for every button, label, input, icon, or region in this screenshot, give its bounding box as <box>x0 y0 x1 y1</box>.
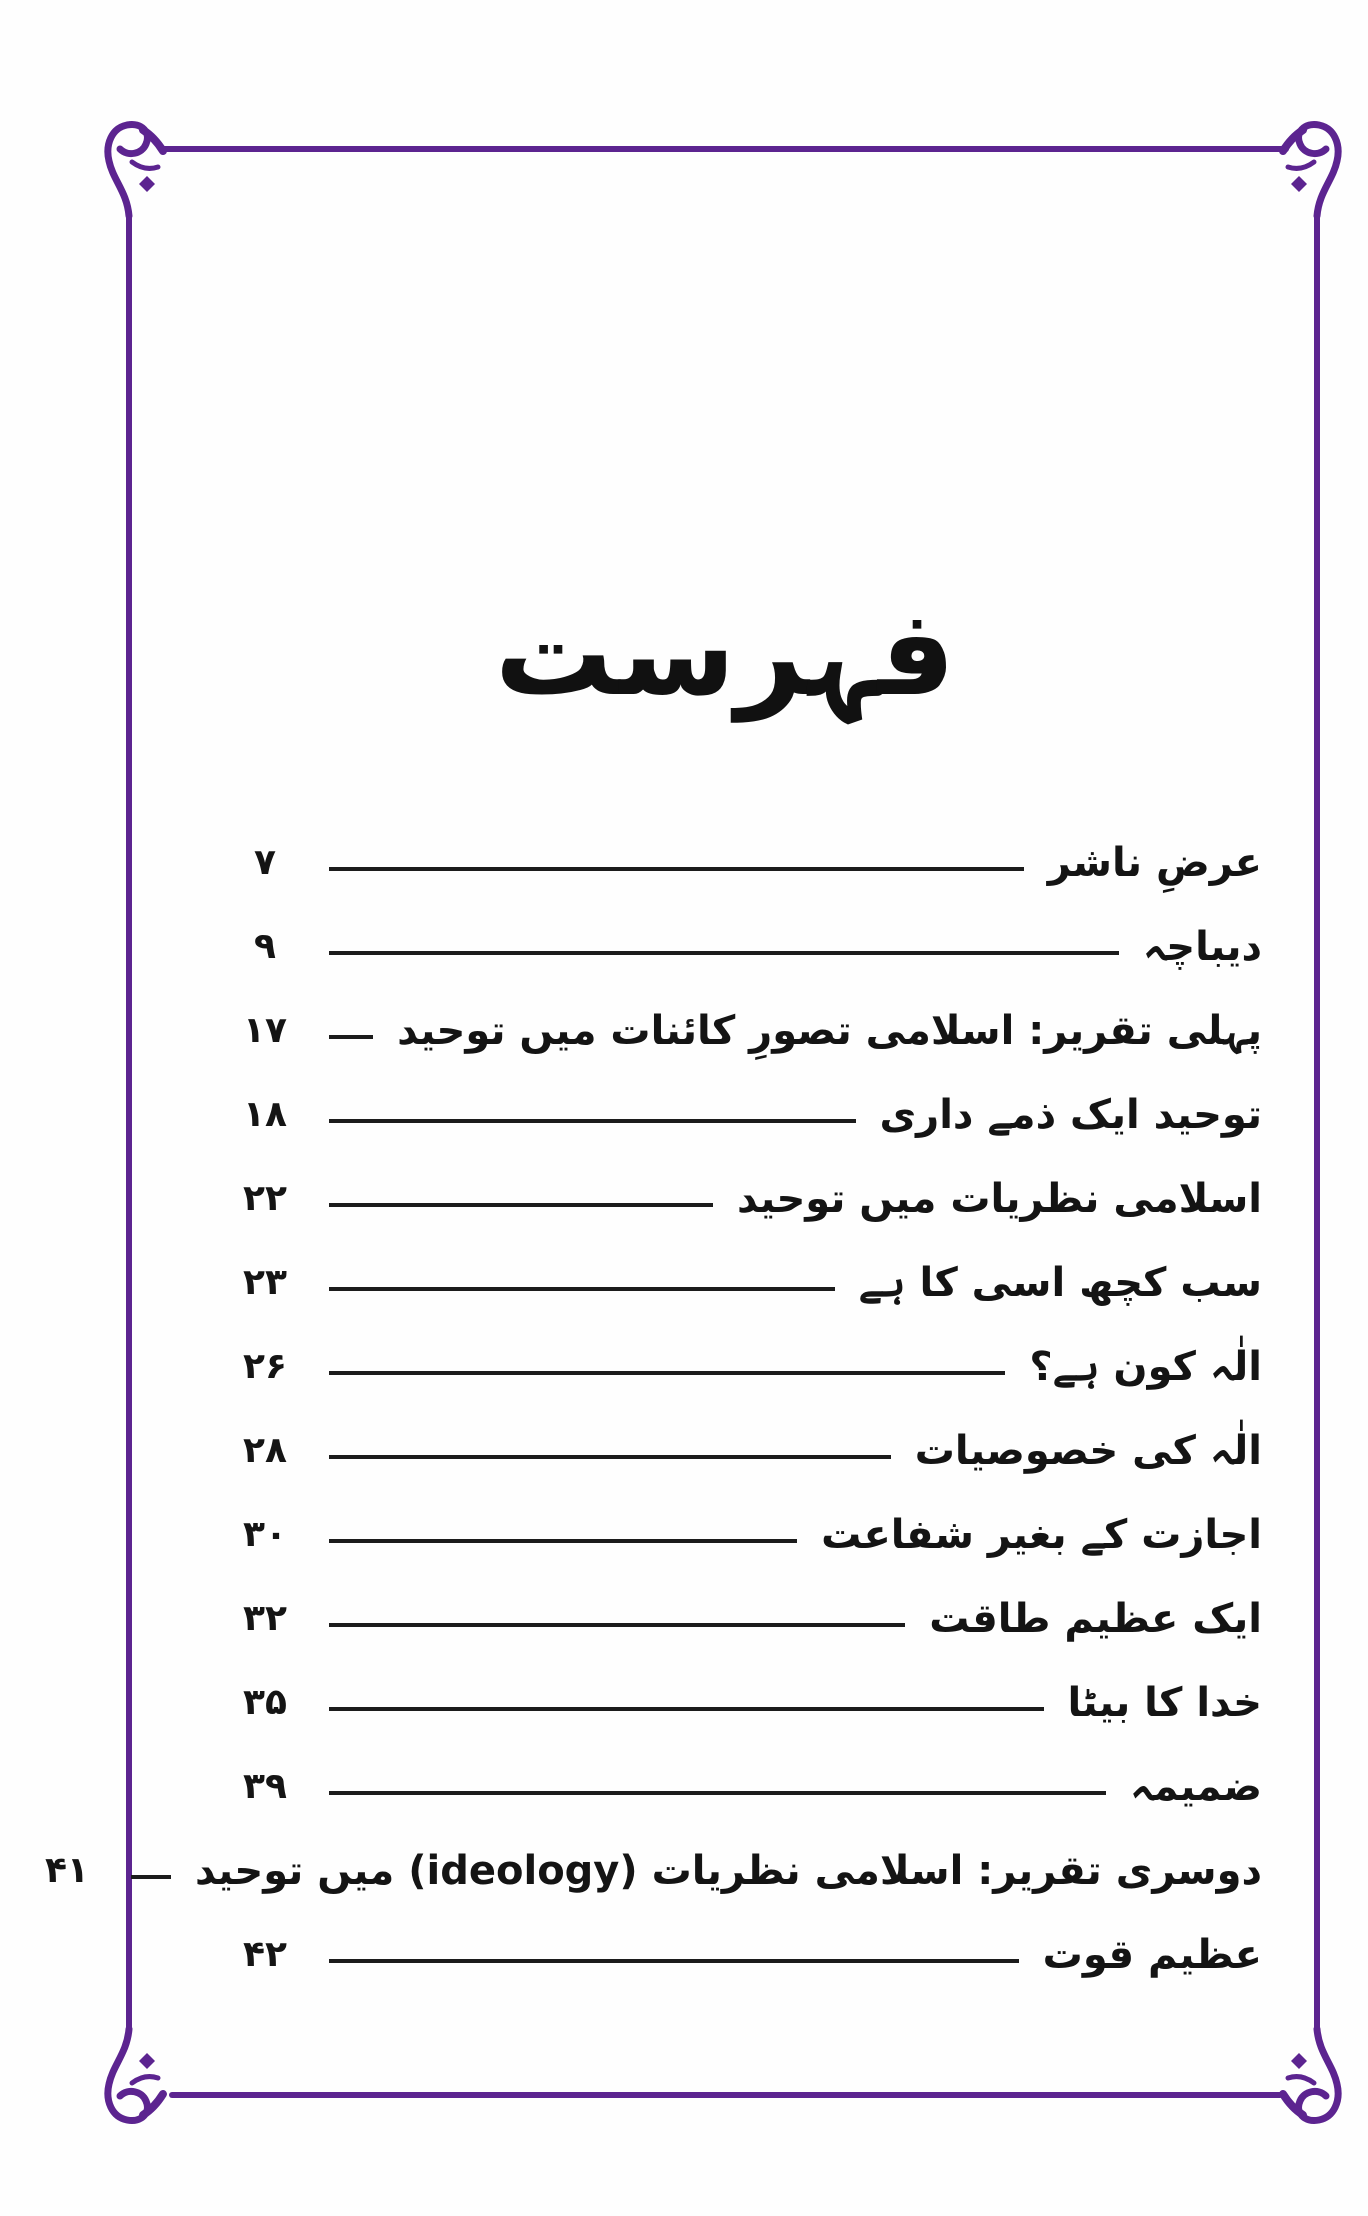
toc-leader-line <box>329 1371 1005 1375</box>
toc-entry-title: الٰہ کی خصوصیات <box>914 1427 1262 1474</box>
toc-entry-title: دوسری تقریر: اسلامی نظریات (ideology) میں توحید <box>194 1847 1262 1894</box>
toc-entry <box>225 1493 1262 1577</box>
toc-entry <box>225 1073 1262 1157</box>
toc-entry-title: اسلامی نظریات میں توحید <box>737 1175 1262 1222</box>
page-content <box>44 150 1318 2094</box>
toc-page-number: ۴۲ <box>243 1934 287 1976</box>
toc-leader-line <box>329 867 1024 871</box>
toc-entry-title: پہلی تقریر: اسلامی تصورِ کائنات میں توحید <box>397 1007 1262 1054</box>
toc-entry <box>225 1241 1262 1325</box>
toc-entry-title: الٰہ کون ہے؟ <box>1029 1343 1262 1390</box>
toc-leader-line <box>329 1287 835 1291</box>
toc-entry <box>225 1409 1262 1493</box>
toc-leader-line <box>131 1875 171 1879</box>
toc-entry-title: ضمیمہ <box>1129 1763 1262 1810</box>
toc-page-number: ۲۳ <box>243 1262 287 1304</box>
toc-page-number: ۲۶ <box>243 1346 287 1388</box>
toc-entry <box>225 1577 1262 1661</box>
toc-page-number: ۳۹ <box>243 1766 287 1808</box>
toc-entry <box>225 821 1262 905</box>
toc-leader-line <box>329 1791 1106 1795</box>
toc-leader-line <box>329 1623 905 1627</box>
toc-entry <box>225 1745 1262 1829</box>
toc-entry-title: اجازت کے بغیر شفاعت <box>821 1511 1262 1558</box>
toc-page-number: ۴۱ <box>44 1850 89 1892</box>
toc-entry <box>44 1829 1262 1913</box>
toc-entry-title: دیباچہ <box>1142 923 1262 970</box>
toc-page-number: ۳۲ <box>243 1598 287 1640</box>
toc-entry <box>225 989 1262 1073</box>
toc-page-number: ۳۰ <box>243 1514 287 1556</box>
table-of-contents <box>44 821 1262 1997</box>
toc-entry <box>225 1157 1262 1241</box>
toc-page-number: ۲۲ <box>243 1178 287 1220</box>
toc-leader-line <box>329 1035 373 1039</box>
toc-entry-title: خدا کا بیٹا <box>1067 1679 1262 1726</box>
toc-leader-line <box>329 1119 856 1123</box>
toc-entry-title: عظیم قوت <box>1042 1931 1262 1978</box>
toc-leader-line <box>329 951 1119 955</box>
toc-entry-title: ایک عظیم طاقت <box>929 1595 1262 1642</box>
toc-entry-title: سب کچھ اسی کا ہے <box>858 1259 1262 1306</box>
toc-leader-line <box>329 1539 797 1543</box>
toc-leader-line <box>329 1707 1044 1711</box>
toc-entry <box>225 1325 1262 1409</box>
page-title: فہرست <box>494 583 956 722</box>
toc-entry-title: عرضِ ناشر <box>1047 839 1262 886</box>
toc-entry-title: توحید ایک ذمے داری <box>879 1091 1262 1138</box>
toc-entry <box>225 1661 1262 1745</box>
toc-page-number: ۱۷ <box>243 1010 287 1052</box>
toc-leader-line <box>329 1203 713 1207</box>
toc-leader-line <box>329 1455 891 1459</box>
toc-page-number: ۷ <box>254 842 276 884</box>
toc-entry <box>225 905 1262 989</box>
toc-page-number: ۲۸ <box>243 1430 287 1472</box>
toc-leader-line <box>329 1959 1019 1963</box>
toc-page-number: ۳۵ <box>243 1682 287 1724</box>
toc-page-number: ۹ <box>254 926 276 968</box>
toc-page-number: ۱۸ <box>243 1094 287 1136</box>
toc-entry <box>225 1913 1262 1997</box>
